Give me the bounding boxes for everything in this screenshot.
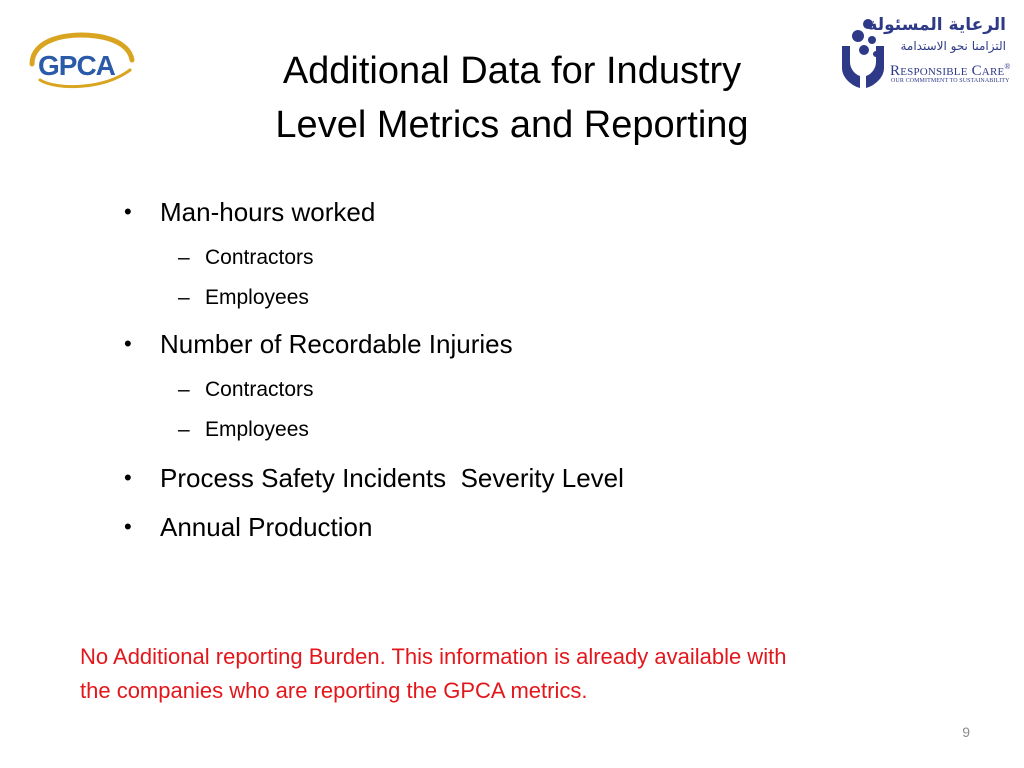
rc-letter-c: C [971,63,982,79]
responsible-care-tagline: OUR COMMITMENT TO SUSTAINABILITY [891,78,1010,84]
rc-registered-mark: ® [1004,62,1011,71]
gpca-logo [26,30,138,94]
bullet-list [118,196,938,543]
sub-bullet-dash: – [178,418,190,441]
bullet-label: Man-hours worked [160,197,376,227]
sub-bullet-dash: – [178,286,190,309]
rc-word-are: ARE [981,66,1005,78]
bullet-label: Process Safety Incidents Severity Level [160,463,624,493]
sub-bullet-item [118,284,938,312]
note-line-1: No Additional reporting Burden. This information is already available with [80,644,787,669]
bullet-dot: • [124,199,132,224]
sub-bullet-label: Contractors [205,246,314,269]
sub-bullet-item [118,376,938,404]
bullet-item [118,196,938,228]
bullet-label: Annual Production [160,512,373,542]
reporting-burden-note [80,640,960,708]
slide-title-line-2: Level Metrics and Reporting [275,104,749,146]
rc-word-esponsible: ESPONSIBLE [900,66,968,78]
sub-bullet-label: Employees [205,418,309,441]
bullet-item [118,462,938,494]
bullet-label: Number of Recordable Injuries [160,329,513,359]
bullet-item [118,511,938,543]
responsible-care-arabic-subtitle: التزامنا نحو الاستدامة [900,39,1006,53]
bullet-dot: • [124,514,132,539]
responsible-care-arabic-title: الرعاية المسئولة [867,15,1006,35]
slide-title [200,44,824,152]
bullet-dot: • [124,465,132,490]
slide-title-line-1: Additional Data for Industry [282,50,742,92]
page-number: 9 [962,724,970,740]
rc-letter-r: R [890,63,901,79]
sub-bullet-label: Contractors [205,378,314,401]
responsible-care-logo [838,14,1010,94]
sub-bullet-item [118,244,938,272]
bullet-item [118,328,938,360]
sub-bullet-label: Employees [205,286,309,309]
note-line-2: the companies who are reporting the GPCA metrics. [80,678,588,703]
sub-bullet-dash: – [178,246,190,269]
gpca-logo-text: GPCA [38,50,115,81]
sub-bullet-item [118,416,938,444]
sub-bullet-dash: – [178,378,190,401]
gpca-logo-graphic [26,30,138,94]
bullet-dot: • [124,331,132,356]
